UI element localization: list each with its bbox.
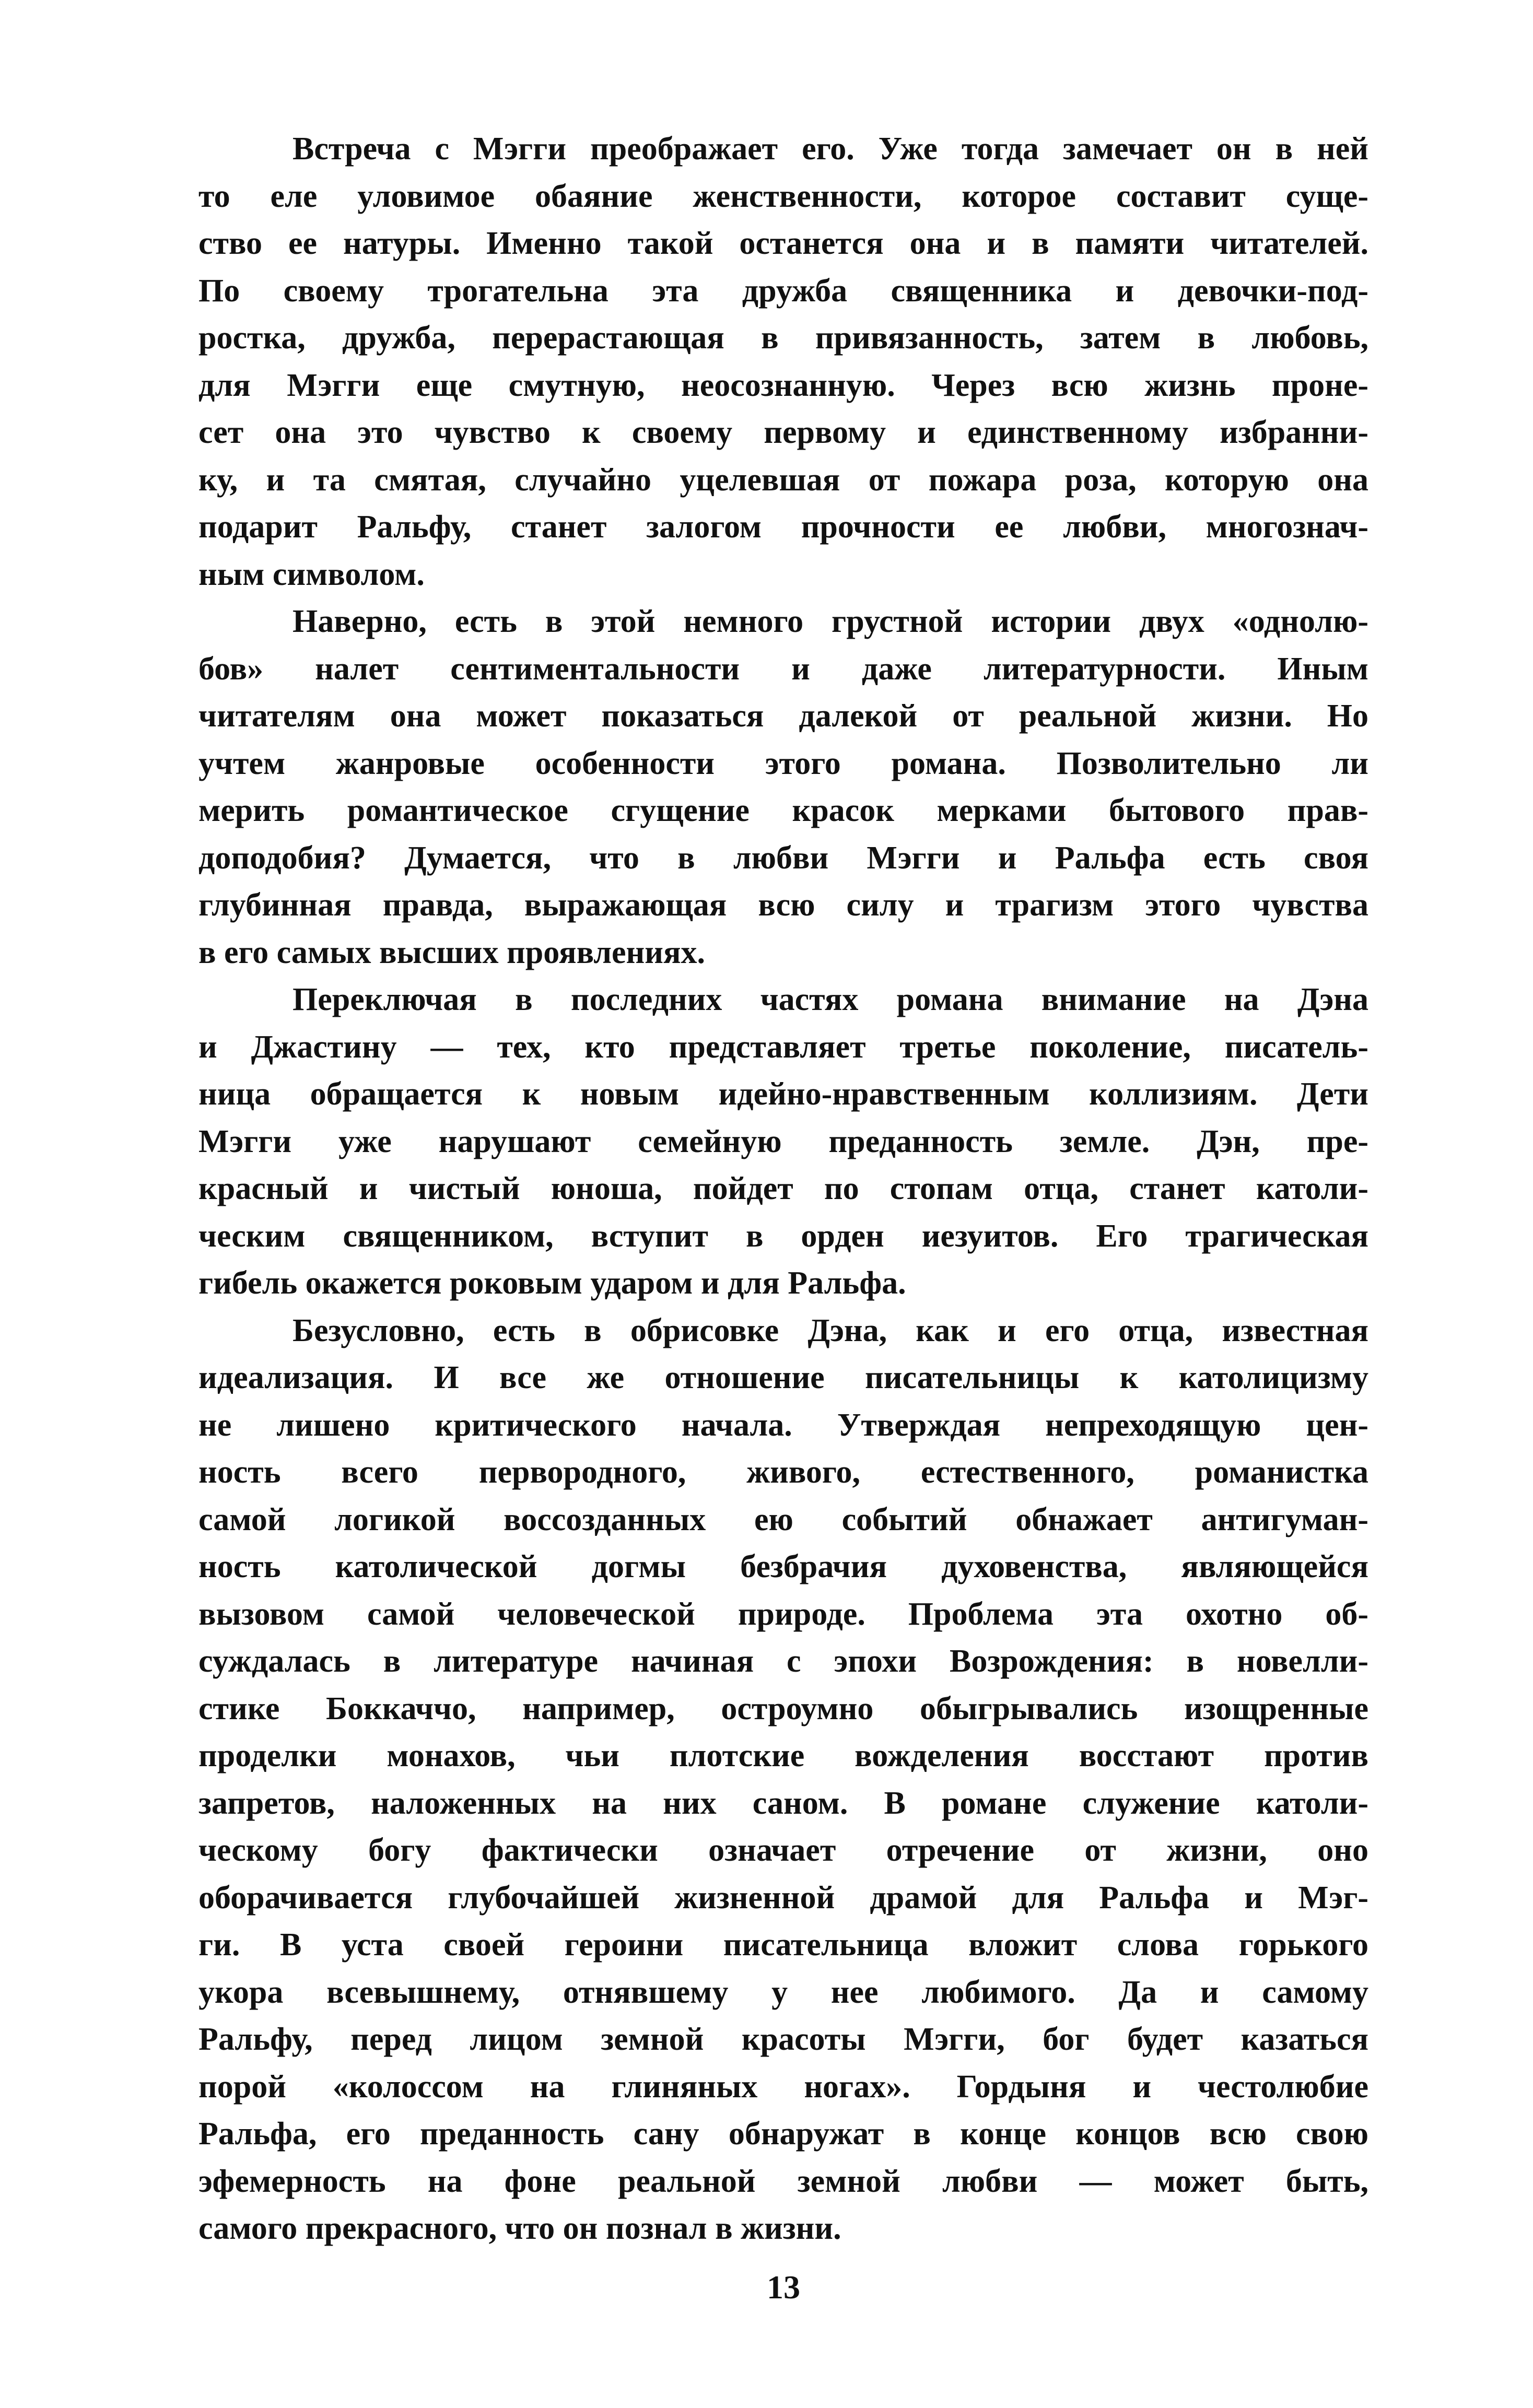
text-line: эфемерность на фоне реальной земной любви — может быть,: [198, 2163, 1368, 2199]
text-line: самой логикой воссозданных ею событий обнажает антигуман-: [198, 1501, 1368, 1537]
paragraph: [198, 598, 1368, 976]
text-line: ство ее натуры. Именно такой останется она и в памяти читателей.: [198, 226, 1368, 261]
text-line: доподобия? Думается, что в любви Мэгги и Ральфа есть своя: [198, 840, 1368, 876]
text-line: запретов, наложенных на них саном. В романе служение католи-: [198, 1785, 1368, 1821]
text-line: для Мэгги еще смутную, неосознанную. Через всю жизнь проне-: [198, 367, 1368, 403]
text-line: глубинная правда, выражающая всю силу и трагизм этого чувства: [198, 887, 1368, 923]
text-line: мерить романтическое сгущение красок мерками бытового прав-: [198, 793, 1368, 828]
text-line: читателям она может показаться далекой от реальной жизни. Но: [198, 698, 1368, 734]
text-line: вызовом самой человеческой природе. Проблема эта охотно об-: [198, 1596, 1368, 1632]
text-line: стике Боккаччо, например, остроумно обыгрывались изощренные: [198, 1690, 1368, 1726]
text-line: Наверно, есть в этой немного грустной истории двух «однолю-: [292, 604, 1368, 639]
text-line: ростка, дружба, перерастающая в привязанность, затем в любовь,: [198, 320, 1368, 356]
text-line: Ральфа, его преданность сану обнаружат в конце концов всю свою: [198, 2116, 1368, 2152]
text-line: ность всего первородного, живого, естественного, романистка: [198, 1454, 1368, 1490]
text-line: Ральфу, перед лицом земной красоты Мэгги, бог будет казаться: [198, 2022, 1368, 2057]
book-page: [198, 125, 1368, 2371]
text-line: в его самых высших проявлениях.: [198, 934, 706, 970]
text-line: укора всевышнему, отнявшему у нее любимого. Да и самому: [198, 1974, 1368, 2010]
text-line: проделки монахов, чьи плотские вожделения восстают против: [198, 1738, 1368, 1773]
text-line: Встреча с Мэгги преображает его. Уже тогда замечает он в ней: [292, 131, 1368, 167]
text-line: бов» налет сентиментальности и даже литературности. Иным: [198, 651, 1368, 687]
text-line: и Джастину — тех, кто представляет третье поколение, писатель-: [198, 1029, 1368, 1065]
text-line: гибель окажется роковым ударом и для Ральфа.: [198, 1265, 906, 1301]
text-line: красный и чистый юноша, пойдет по стопам отца, станет католи-: [198, 1171, 1368, 1206]
text-line: ница обращается к новым идейно-нравственным коллизиям. Дети: [198, 1076, 1368, 1112]
text-line: сет она это чувство к своему первому и единственному избранни-: [198, 415, 1368, 450]
text-line: Мэгги уже нарушают семейную преданность земле. Дэн, пре-: [198, 1123, 1368, 1159]
text-line: ческим священником, вступит в орден иезуитов. Его трагическая: [198, 1218, 1368, 1254]
text-line: Переключая в последних частях романа внимание на Дэна: [292, 982, 1368, 1017]
text-line: учтем жанровые особенности этого романа. Позволительно ли: [198, 745, 1368, 781]
text-line: ность католической догмы безбрачия духовенства, являющейся: [198, 1549, 1368, 1584]
text-line: оборачивается глубочайшей жизненной драмой для Ральфа и Мэг-: [198, 1880, 1368, 1916]
text-line: ческому богу фактически означает отречение от жизни, оно: [198, 1833, 1368, 1868]
text-line: самого прекрасного, что он познал в жизни.: [198, 2211, 841, 2246]
text-line: то еле уловимое обаяние женственности, которое составит суще-: [198, 178, 1368, 214]
paragraph: [198, 125, 1368, 598]
paragraph: [198, 1307, 1368, 2252]
text-line: не лишено критического начала. Утверждая непреходящую цен-: [198, 1407, 1368, 1443]
page-number: 13: [767, 2269, 800, 2306]
text-line: суждалась в литературе начиная с эпохи Возрождения: в новелли-: [198, 1643, 1368, 1679]
text-line: Безусловно, есть в обрисовке Дэна, как и его отца, известная: [292, 1312, 1368, 1348]
text-line: порой «колоссом на глиняных ногах». Гордыня и честолюбие: [198, 2069, 1368, 2105]
text-line: ным символом.: [198, 556, 425, 592]
text-line: идеализация. И все же отношение писательницы к католицизму: [198, 1360, 1368, 1395]
text-line: По своему трогательна эта дружба священника и девочки-под-: [198, 273, 1368, 309]
text-line: подарит Ральфу, станет залогом прочности ее любви, многознач-: [198, 509, 1368, 545]
paragraph: [198, 976, 1368, 1307]
page-body-text: [198, 125, 1368, 2252]
text-line: ку, и та смятая, случайно уцелевшая от пожара роза, которую она: [198, 462, 1368, 498]
text-line: ги. В уста своей героини писательница вложит слова горького: [198, 1927, 1368, 1963]
